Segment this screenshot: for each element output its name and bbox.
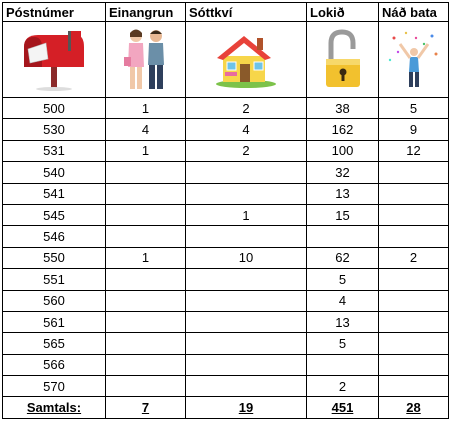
quarantine-cell: 1 — [186, 204, 307, 225]
recovered-cell — [379, 376, 449, 397]
total-quarantine: 19 — [186, 397, 307, 419]
postal-code-cell: 551 — [3, 269, 106, 290]
completed-cell: 162 — [307, 119, 379, 140]
mailbox-icon — [18, 29, 90, 91]
totals-label: Samtals: — [3, 397, 106, 419]
recovered-cell: 2 — [379, 247, 449, 268]
table-row — [3, 162, 449, 183]
quarantine-cell: 2 — [186, 98, 307, 119]
recovered-cell — [379, 162, 449, 183]
quarantine-cell — [186, 333, 307, 354]
table-row — [3, 247, 449, 268]
table-row — [3, 204, 449, 225]
icon-row — [3, 22, 449, 98]
isolation-cell — [106, 204, 186, 225]
postal-code-cell: 531 — [3, 140, 106, 161]
table-row — [3, 376, 449, 397]
recovered-cell — [379, 226, 449, 247]
recovered-cell — [379, 290, 449, 311]
quarantine-cell — [186, 183, 307, 204]
completed-cell: 13 — [307, 183, 379, 204]
data-rows — [3, 98, 449, 397]
celebrating-person-icon — [386, 30, 442, 90]
stats-table-wrapper — [2, 2, 449, 419]
isolation-cell: 1 — [106, 247, 186, 268]
isolation-cell — [106, 376, 186, 397]
postal-code-cell: 560 — [3, 290, 106, 311]
house-icon — [213, 32, 279, 88]
unlocked-padlock-icon — [323, 29, 363, 91]
header-postal-code: Póstnúmer — [3, 3, 106, 22]
postal-code-cell: 566 — [3, 354, 106, 375]
total-completed: 451 — [307, 397, 379, 419]
table-row — [3, 119, 449, 140]
isolation-cell — [106, 290, 186, 311]
completed-cell: 13 — [307, 311, 379, 332]
quarantine-cell — [186, 269, 307, 290]
isolation-cell — [106, 269, 186, 290]
postal-code-cell: 540 — [3, 162, 106, 183]
completed-cell — [307, 226, 379, 247]
isolation-cell — [106, 183, 186, 204]
completed-cell: 15 — [307, 204, 379, 225]
isolation-cell — [106, 333, 186, 354]
table-row — [3, 354, 449, 375]
total-isolation: 7 — [106, 397, 186, 419]
postal-code-cell: 570 — [3, 376, 106, 397]
completed-cell: 32 — [307, 162, 379, 183]
recovered-cell: 5 — [379, 98, 449, 119]
postal-code-cell: 541 — [3, 183, 106, 204]
recovered-cell — [379, 333, 449, 354]
postal-code-cell: 530 — [3, 119, 106, 140]
totals-row — [3, 397, 449, 419]
recovered-cell — [379, 311, 449, 332]
completed-cell: 4 — [307, 290, 379, 311]
table-row — [3, 98, 449, 119]
quarantine-cell — [186, 162, 307, 183]
quarantine-cell: 4 — [186, 119, 307, 140]
isolation-cell: 1 — [106, 98, 186, 119]
quarantine-cell: 2 — [186, 140, 307, 161]
header-completed: Lokið — [307, 3, 379, 22]
table-row — [3, 226, 449, 247]
quarantine-cell — [186, 290, 307, 311]
table-row — [3, 290, 449, 311]
recovered-cell: 12 — [379, 140, 449, 161]
recovered-cell — [379, 183, 449, 204]
table-row — [3, 269, 449, 290]
header-quarantine: Sóttkví — [186, 3, 307, 22]
table-row — [3, 140, 449, 161]
isolation-cell — [106, 354, 186, 375]
quarantine-cell — [186, 376, 307, 397]
postal-code-cell: 565 — [3, 333, 106, 354]
recovered-cell — [379, 204, 449, 225]
total-recovered: 28 — [379, 397, 449, 419]
isolation-cell — [106, 162, 186, 183]
table-row — [3, 311, 449, 332]
header-isolation: Einangrun — [106, 3, 186, 22]
completed-cell: 2 — [307, 376, 379, 397]
postal-code-stats-table — [2, 2, 449, 419]
header-row — [3, 3, 449, 22]
recovered-cell — [379, 269, 449, 290]
postal-code-cell: 500 — [3, 98, 106, 119]
recovered-cell: 9 — [379, 119, 449, 140]
completed-cell: 38 — [307, 98, 379, 119]
completed-cell: 62 — [307, 247, 379, 268]
isolation-cell — [106, 311, 186, 332]
isolation-cell: 1 — [106, 140, 186, 161]
quarantine-cell: 10 — [186, 247, 307, 268]
isolation-cell: 4 — [106, 119, 186, 140]
recovered-cell — [379, 354, 449, 375]
header-recovered: Náð bata — [379, 3, 449, 22]
completed-cell — [307, 354, 379, 375]
completed-cell: 5 — [307, 333, 379, 354]
postal-code-cell: 546 — [3, 226, 106, 247]
quarantine-cell — [186, 226, 307, 247]
postal-code-cell: 550 — [3, 247, 106, 268]
table-row — [3, 333, 449, 354]
completed-cell: 100 — [307, 140, 379, 161]
postal-code-cell: 561 — [3, 311, 106, 332]
quarantine-cell — [186, 311, 307, 332]
isolation-cell — [106, 226, 186, 247]
quarantine-cell — [186, 354, 307, 375]
table-row — [3, 183, 449, 204]
completed-cell: 5 — [307, 269, 379, 290]
people-icon — [122, 27, 170, 93]
postal-code-cell: 545 — [3, 204, 106, 225]
